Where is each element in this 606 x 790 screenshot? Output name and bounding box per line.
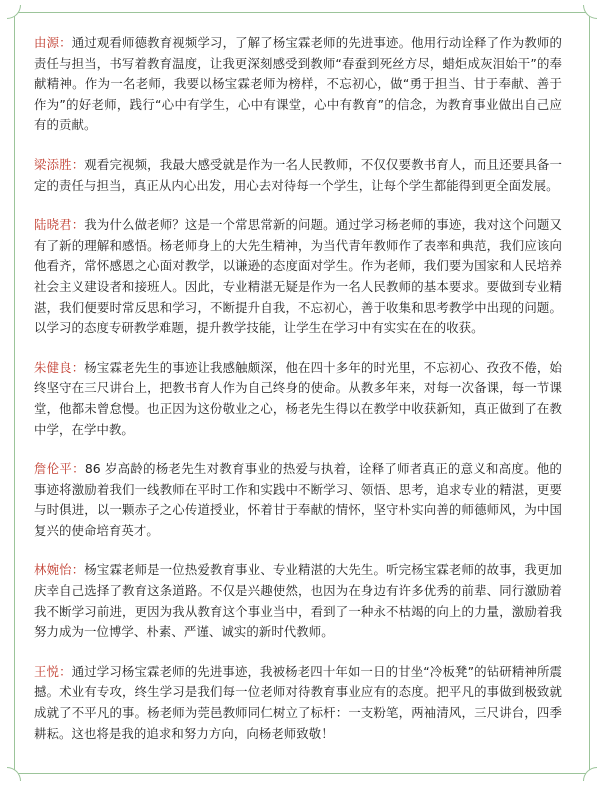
- reflection-list: [34, 33, 562, 763]
- frame-corner-decoration: [583, 767, 597, 781]
- frame-corner-decoration: [7, 767, 21, 781]
- reflection-entry: [34, 215, 562, 339]
- reflection-entry: [34, 155, 562, 196]
- reflection-text: 杨宝霖老先生的事迹让我感触颇深，他在四十多年的时光里，不忘初心、孜孜不倦，始终坚守在三尺讲台上，把教书育人作为自己终身的使命。从教多年来，对每一次备课，每一节课堂，他都未曾怠慢。也正因为这份敬业之心，杨老先生得以在教学中收获新知，真正做到了在教中学，在学中教。: [34, 359, 562, 437]
- author-name: 陆晓君：: [34, 217, 85, 233]
- author-name: 由源：: [34, 35, 72, 50]
- author-name: 林婉怡：: [34, 562, 85, 578]
- reflection-text: 通过学习杨宝霖老师的先进事迹，我被杨老四十年如一日的甘坐“冷板凳”的钻研精神所震撼。术业有专攻，终生学习是我们每一位老师对待教育事业应有的态度。把平凡的事做到极致就成就了不平凡的事。杨老师为莞邑教师同仁树立了标杆：一支粉笔，两袖清风，三尺讲台，四季耕耘。这也将是我的追求和努力方向，向杨老师致敬！: [34, 663, 562, 741]
- reflection-text: 观看完视频，我最大感受就是作为一名人民教师，不仅仅要教书育人，而且还要具备一定的责任与担当，真正从内心出发，用心去对待每一个学生，让每个学生都能得到更全面发展。: [34, 156, 562, 193]
- author-name: 朱健良：: [34, 359, 85, 375]
- reflection-text: 我为什么做老师？这是一个常思常新的问题。通过学习杨老师的事迹，我对这个问题又有了新的理解和感悟。杨老师身上的大先生精神，为当代青年教师作了表率和典范，我们应该向他看齐，常怀感恩之心面对教学，以谦逊的态度面对学生。作为老师，我们要为国家和人民培养社会主义建设者和接班人。因此，专业精湛无疑是作为一名人民教师的基本要求。要做到专业精湛，我们便要时常反思和学习，不断提升自我，不忘初心，善于收集和思考教学中出现的问题。以学习的态度专研教学难题，提升教学技能，让学生在学习中有实实在在的收获。: [34, 217, 562, 336]
- reflection-text: 通过观看师德教育视频学习，了解了杨宝霖老师的先进事迹。他用行动诠释了作为教师的责任与担当，书写着教育温度，让我更深刻感受到教师“春蚕到死丝方尽，蜡炬成灰泪始干”的奉献精神。作为一名老师，我要以杨宝霖老师为榜样，不忘初心，做“勇于担当、甘于奉献、善于作为”的好老师，践行“心中有学生，心中有课堂，心中有教育”的信念，为教育事业做出自己应有的贡献。: [34, 35, 562, 133]
- reflection-entry: [34, 662, 562, 744]
- frame-corner-decoration: [7, 5, 21, 19]
- author-name: 詹伦平：: [34, 461, 85, 477]
- author-name: 梁添胜：: [34, 156, 85, 172]
- reflection-entry: [34, 459, 562, 541]
- reflection-entry: [34, 358, 562, 440]
- reflection-entry: [34, 33, 562, 136]
- reflection-text: 杨宝霖老师是一位热爱教育事业、专业精湛的大先生。听完杨宝霖老师的故事，我更加庆幸自己选择了教育这条道路。不仅是兴趣使然，也因为在身边有许多优秀的前辈、同行激励着我不断学习前进，更因为我从教育这个事业当中，看到了一种永不枯竭的向上的力量，激励着我努力成为一位博学、朴素、严谨、诚实的新时代教师。: [34, 562, 562, 640]
- reflection-text: 86 岁高龄的杨老先生对教育事业的热爱与执着，诠释了师者真正的意义和高度。他的事迹将激励着我们一线教师在平时工作和实践中不断学习、领悟、思考，追求专业的精湛，更要与时俱进，以一颗赤子之心传道授业，怀着甘于奉献的情怀，坚守朴实向善的师德师风，为中国复兴的使命培育英才。: [34, 461, 563, 538]
- author-name: 王悦：: [34, 663, 72, 679]
- frame-corner-decoration: [583, 5, 597, 19]
- reflection-entry: [34, 560, 562, 642]
